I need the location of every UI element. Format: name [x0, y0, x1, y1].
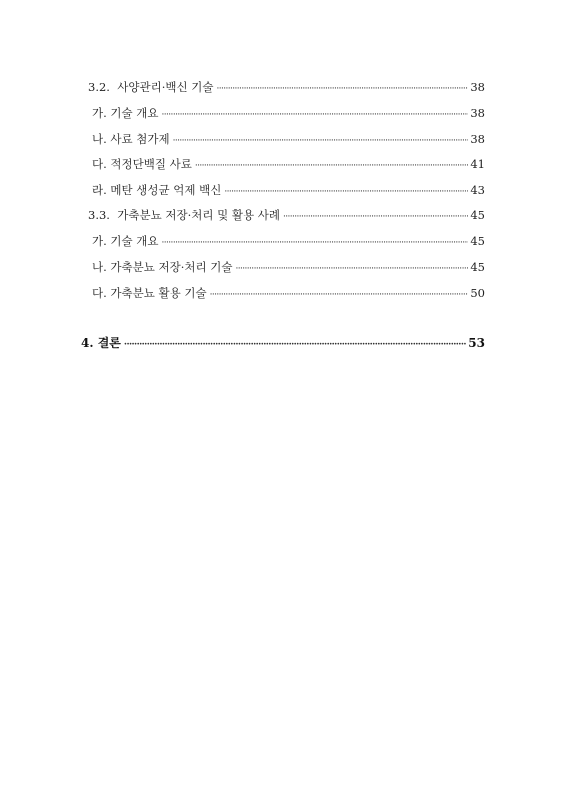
toc-entry-3-2[interactable] — [88, 79, 485, 97]
toc-entry-3-2-na[interactable] — [92, 131, 485, 149]
toc-entry-4[interactable] — [81, 335, 485, 353]
dot-leader — [124, 335, 466, 353]
toc-entry-title: 사료 첨가제 — [110, 132, 170, 146]
toc-entry-3-2-da[interactable] — [92, 156, 485, 174]
toc-entry-number: 다. — [92, 286, 107, 300]
toc-entry-page: 50 — [470, 286, 485, 300]
dot-leader — [224, 182, 468, 200]
toc-entry-3-3[interactable] — [88, 207, 485, 225]
toc-entry-page: 45 — [470, 208, 485, 222]
toc-entry-page: 45 — [470, 260, 485, 274]
toc-entry-label — [92, 233, 162, 249]
dot-leader — [216, 79, 468, 97]
toc-entry-label — [81, 335, 124, 351]
dot-leader — [162, 233, 469, 251]
toc-entry-number: 나. — [92, 260, 107, 274]
dot-leader — [283, 207, 468, 225]
toc-entry-page: 45 — [470, 234, 485, 248]
toc-entry-label — [92, 105, 162, 121]
toc-entry-label — [92, 182, 224, 198]
toc-entry-number: 다. — [92, 157, 107, 171]
toc-entry-number: 가. — [92, 106, 107, 120]
toc-entry-3-3-da[interactable] — [92, 285, 485, 303]
toc-entry-label — [88, 79, 216, 95]
toc-entry-label — [92, 259, 235, 275]
toc-entry-3-3-ga[interactable] — [92, 233, 485, 251]
toc-entry-page: 38 — [470, 80, 485, 94]
toc-entry-title: 가축분뇨 저장·처리 및 활용 사례 — [117, 208, 280, 222]
toc-entry-title: 메탄 생성균 억제 백신 — [110, 183, 222, 197]
toc-entry-title: 결론 — [97, 336, 121, 350]
dot-leader — [173, 131, 469, 149]
toc-entry-number: 가. — [92, 234, 107, 248]
dot-leader — [162, 105, 469, 123]
toc-entry-label — [92, 131, 173, 147]
toc-entry-number: 라. — [92, 183, 107, 197]
toc-entry-title: 기술 개요 — [110, 106, 159, 120]
toc-entry-title: 기술 개요 — [110, 234, 159, 248]
toc-entry-page: 53 — [468, 336, 485, 350]
toc-entry-label — [88, 207, 283, 223]
toc-entry-page: 38 — [470, 132, 485, 146]
toc-entry-title: 가축분뇨 저장·처리 기술 — [110, 260, 233, 274]
toc-entry-number: 3.2. — [88, 80, 110, 94]
toc-entry-page: 38 — [470, 106, 485, 120]
toc-entry-3-2-ra[interactable] — [92, 182, 485, 200]
toc-entry-page: 41 — [470, 157, 485, 171]
dot-leader — [210, 285, 469, 303]
toc-entry-number: 나. — [92, 132, 107, 146]
toc-entry-number: 4. — [81, 336, 94, 350]
dot-leader — [235, 259, 468, 277]
toc-entry-label — [92, 285, 210, 301]
toc-entry-page: 43 — [470, 183, 485, 197]
toc-entry-3-2-ga[interactable] — [92, 105, 485, 123]
toc-entry-number: 3.3. — [88, 208, 110, 222]
toc-entry-title: 가축분뇨 활용 기술 — [110, 286, 207, 300]
toc-entry-3-3-na[interactable] — [92, 259, 485, 277]
toc-entry-title: 적정단백질 사료 — [110, 157, 192, 171]
toc-entry-title: 사양관리·백신 기술 — [117, 80, 214, 94]
toc-entry-label — [92, 156, 195, 172]
dot-leader — [195, 156, 469, 174]
